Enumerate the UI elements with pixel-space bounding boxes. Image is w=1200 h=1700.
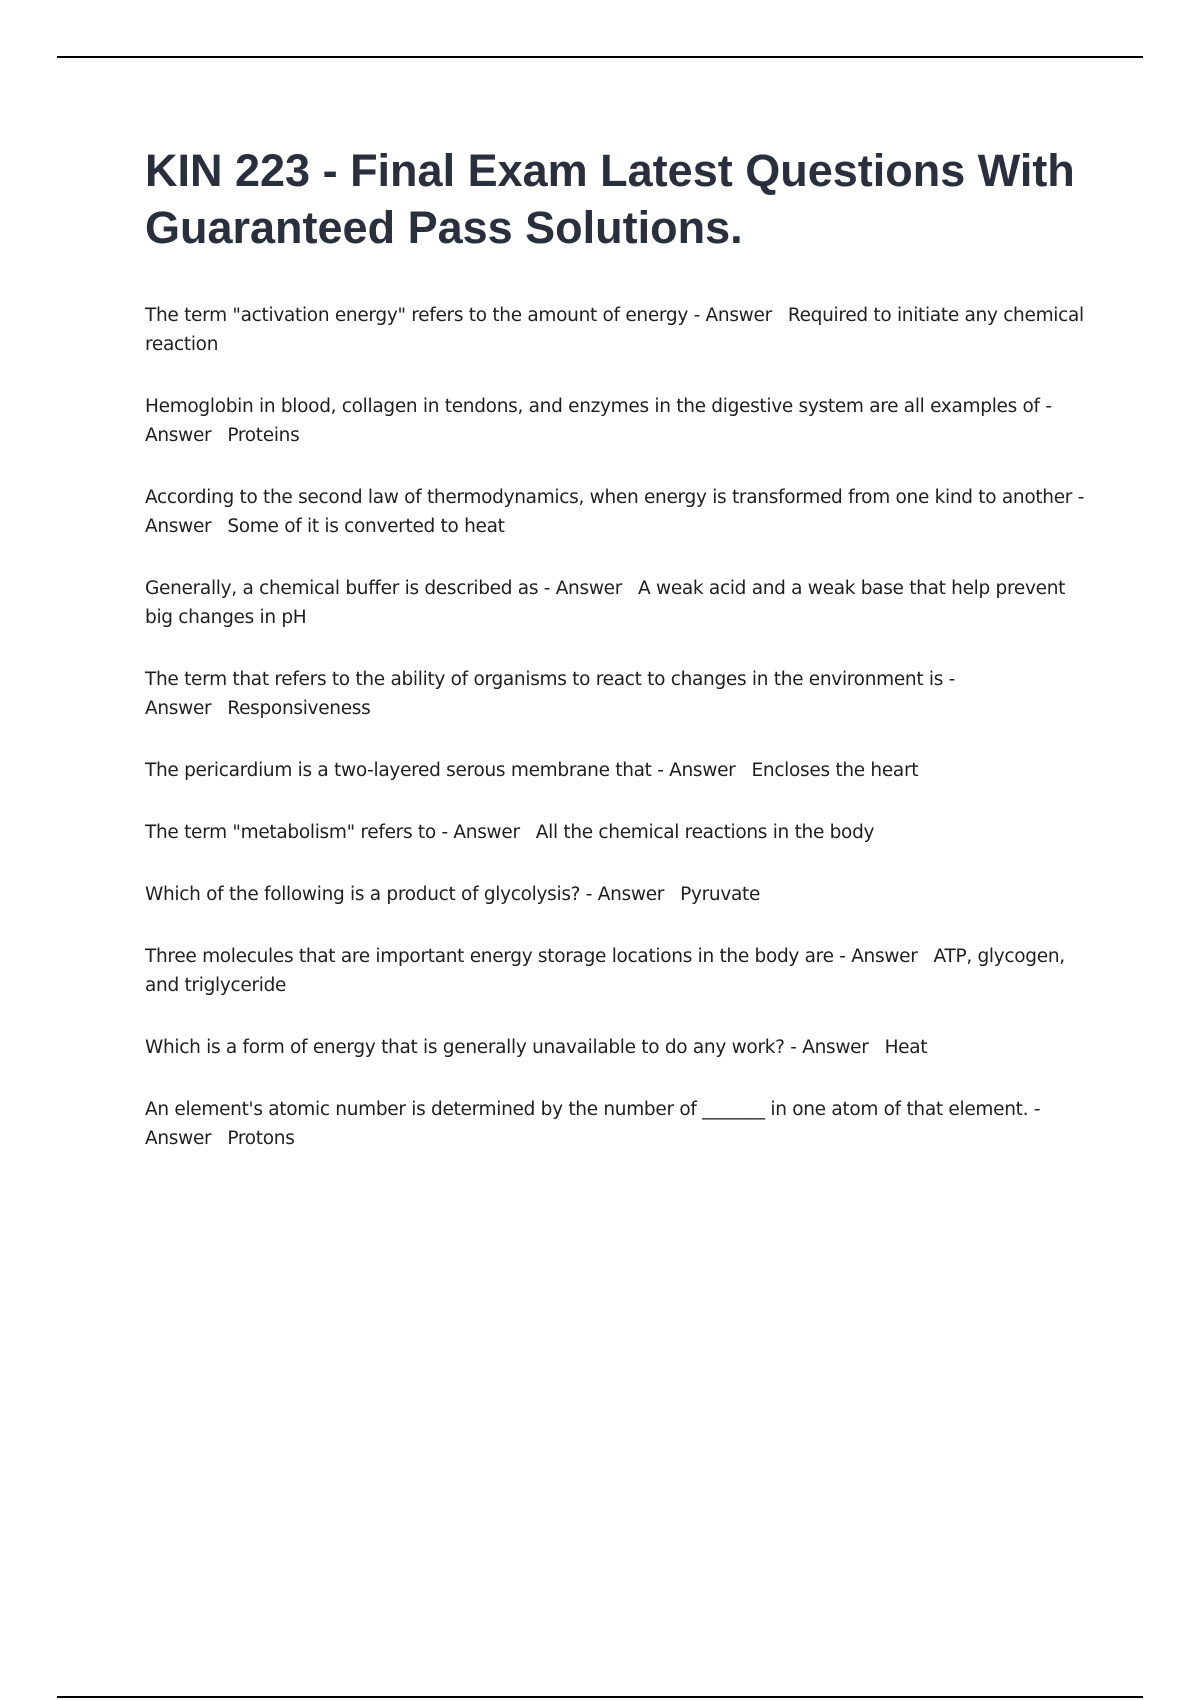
bottom-rule	[57, 1696, 1143, 1698]
question-text: The pericardium is a two-layered serous membrane that - Answer	[145, 760, 736, 781]
qa-item	[145, 483, 1095, 541]
question-text: According to the second law of thermodynamics, when energy is transformed from one kind to another - Answer	[145, 487, 1085, 537]
document-title: KIN 223 - Final Exam Latest Questions With Guaranteed Pass Solutions.	[145, 145, 1075, 253]
answer-text: Encloses the heart	[751, 760, 919, 781]
qa-item	[145, 392, 1095, 450]
top-rule	[57, 56, 1143, 58]
qa-item	[145, 665, 1095, 723]
question-text: The term that refers to the ability of organisms to react to changes in the environment is - Answer	[145, 669, 956, 719]
answer-text: All the chemical reactions in the body	[535, 822, 875, 843]
answer-text: Protons	[227, 1128, 295, 1149]
answer-text: Pyruvate	[680, 884, 761, 905]
question-text: Hemoglobin in blood, collagen in tendons, and enzymes in the digestive system are all examples of - Answer	[145, 396, 1052, 446]
answer-text: Proteins	[227, 425, 300, 446]
answer-text: Some of it is converted to heat	[227, 516, 505, 537]
qa-item	[145, 756, 1095, 785]
question-text: Generally, a chemical buffer is described as - Answer	[145, 578, 623, 599]
document-body	[145, 142, 1095, 1186]
qa-item	[145, 1033, 1095, 1062]
question-text: The term "activation energy" refers to the amount of energy - Answer	[145, 305, 772, 326]
qa-item	[145, 1095, 1095, 1153]
qa-item	[145, 880, 1095, 909]
answer-text: ATP, glycogen, and triglyceride	[145, 946, 1065, 996]
qa-list	[145, 301, 1095, 1153]
answer-text: Responsiveness	[227, 698, 371, 719]
answer-text: Heat	[884, 1037, 928, 1058]
qa-item	[145, 942, 1095, 1000]
question-text: Three molecules that are important energy storage locations in the body are - Answer	[145, 946, 918, 967]
answer-text: A weak acid and a weak base that help prevent big changes in pH	[145, 578, 1066, 628]
question-text: Which is a form of energy that is generally unavailable to do any work? - Answer	[145, 1037, 869, 1058]
qa-item	[145, 574, 1095, 632]
question-text: The term "metabolism" refers to - Answer	[145, 822, 520, 843]
qa-item	[145, 301, 1095, 359]
question-text: Which of the following is a product of glycolysis? - Answer	[145, 884, 665, 905]
qa-item	[145, 818, 1095, 847]
answer-text: Required to initiate any chemical reaction	[145, 305, 1084, 355]
question-text: An element's atomic number is determined by the number of _______ in one atom of that element. - Answer	[145, 1099, 1041, 1149]
